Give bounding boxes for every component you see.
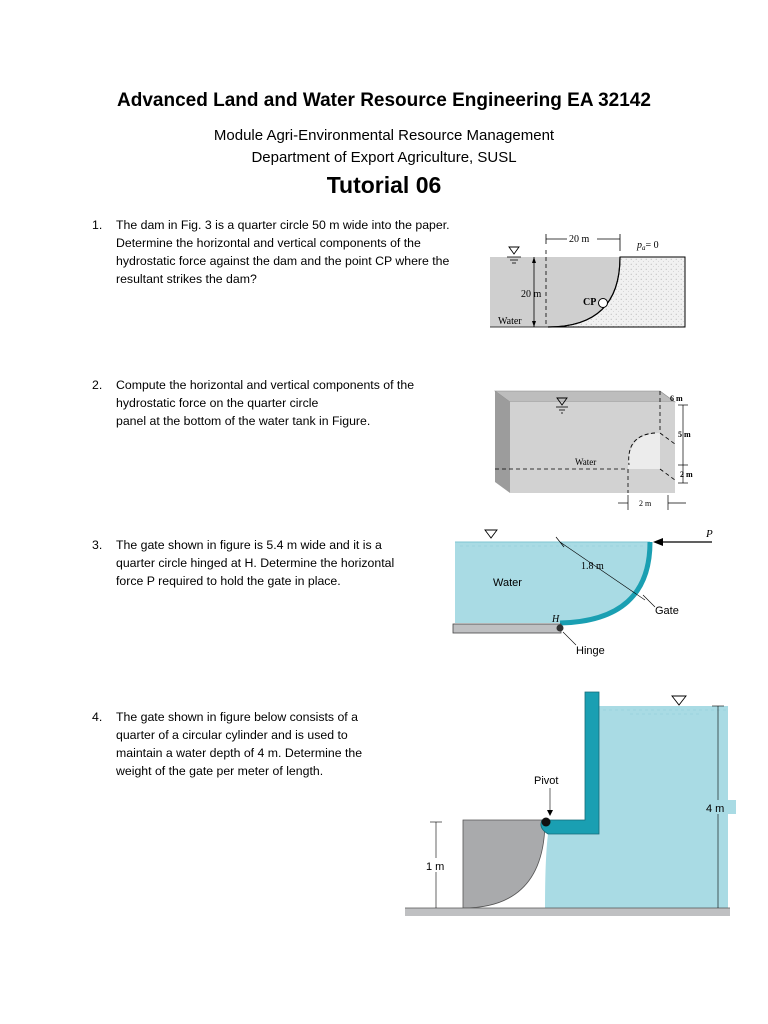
arrow-head-icon xyxy=(547,810,553,816)
question-line: Determine the horizontal and vertical components of the xyxy=(116,236,421,250)
width-label: 20 m xyxy=(569,234,590,245)
question-2 xyxy=(92,376,414,430)
question-line: weight of the gate per meter of length. xyxy=(116,764,324,778)
figure-hinged-gate xyxy=(450,525,720,660)
force-label: P xyxy=(706,528,713,540)
depth-label: 4 m xyxy=(706,803,725,815)
gate-label: Gate xyxy=(655,605,679,617)
gate-leader xyxy=(643,595,655,607)
pivot-point xyxy=(542,818,551,827)
question-line: The gate shown in figure is 5.4 m wide and it is a xyxy=(116,538,382,552)
cp-label: CP xyxy=(583,297,597,308)
question-line: hydrostatic force against the dam and the point CP where the xyxy=(116,254,450,268)
hinge-leader xyxy=(563,632,576,645)
hinge-point-label: H xyxy=(552,614,560,625)
question-text xyxy=(116,536,394,590)
free-surface-triangle-icon xyxy=(485,530,497,538)
module-line: Module Agri-Environmental Resource Management xyxy=(213,127,555,144)
question-line: maintain a water depth of 4 m. Determine the xyxy=(116,746,363,760)
question-line: The gate shown in figure below consists of a xyxy=(116,710,358,724)
floor-plate xyxy=(453,624,561,633)
question-text xyxy=(116,216,450,288)
figure-tank xyxy=(490,385,700,515)
bottom-label: 2 m xyxy=(639,499,652,508)
question-text xyxy=(116,376,414,430)
water-label: Water xyxy=(498,316,522,327)
question-1 xyxy=(92,216,450,288)
free-surface-triangle-icon xyxy=(509,247,519,254)
water-label: Water xyxy=(575,457,597,467)
figure-pivot-gate xyxy=(400,688,735,918)
water-body xyxy=(545,706,728,908)
question-text xyxy=(116,708,362,780)
figure-dam xyxy=(485,228,695,333)
pivot-label: Pivot xyxy=(534,775,559,787)
question-3 xyxy=(92,536,394,590)
question-line: panel at the bottom of the water tank in Figure. xyxy=(116,414,371,428)
height-label: 5 m xyxy=(678,430,691,439)
question-number: 3. xyxy=(92,538,103,552)
question-4 xyxy=(92,708,362,780)
question-line: force P required to hold the gate in place. xyxy=(116,574,341,588)
radius-label: 2 m xyxy=(680,470,693,479)
tank-top xyxy=(495,391,675,402)
question-number: 2. xyxy=(92,378,103,392)
water-body xyxy=(455,542,650,623)
quarter-cylinder-gate xyxy=(463,820,545,908)
question-number: 4. xyxy=(92,710,103,724)
question-line: quarter circle hinged at H. Determine the horizontal xyxy=(116,556,395,570)
atmospheric-pressure-label: $p_a= 0$ xyxy=(637,240,659,252)
water-label: Water xyxy=(493,577,522,589)
radius-label: 1.8 m xyxy=(581,561,604,572)
question-line: quarter of a circular cylinder and is used to xyxy=(116,728,348,742)
depth-label: 6 m xyxy=(670,394,683,403)
tank-front xyxy=(495,391,510,493)
question-line: Compute the horizontal and vertical components of the xyxy=(116,378,415,392)
free-surface-triangle-icon xyxy=(672,696,686,705)
question-number: 1. xyxy=(92,218,103,232)
hinge-point xyxy=(557,625,564,632)
question-line: resultant strikes the dam? xyxy=(116,272,257,286)
question-line: hydrostatic force on the quarter circle xyxy=(116,396,319,410)
document-title: Advanced Land and Water Resource Engineering EA 32142 xyxy=(117,90,651,111)
cp-point xyxy=(599,299,608,308)
arrow-head-icon xyxy=(653,538,663,546)
radius-label: 1 m xyxy=(426,861,445,873)
department-line: Department of Export Agriculture, SUSL xyxy=(251,149,517,166)
ground xyxy=(405,908,730,916)
question-line: The dam in Fig. 3 is a quarter circle 50 m wide into the paper. xyxy=(116,218,450,232)
tutorial-heading: Tutorial 06 xyxy=(326,172,442,198)
depth-label: 20 m xyxy=(521,289,542,300)
hinge-label: Hinge xyxy=(576,645,605,657)
